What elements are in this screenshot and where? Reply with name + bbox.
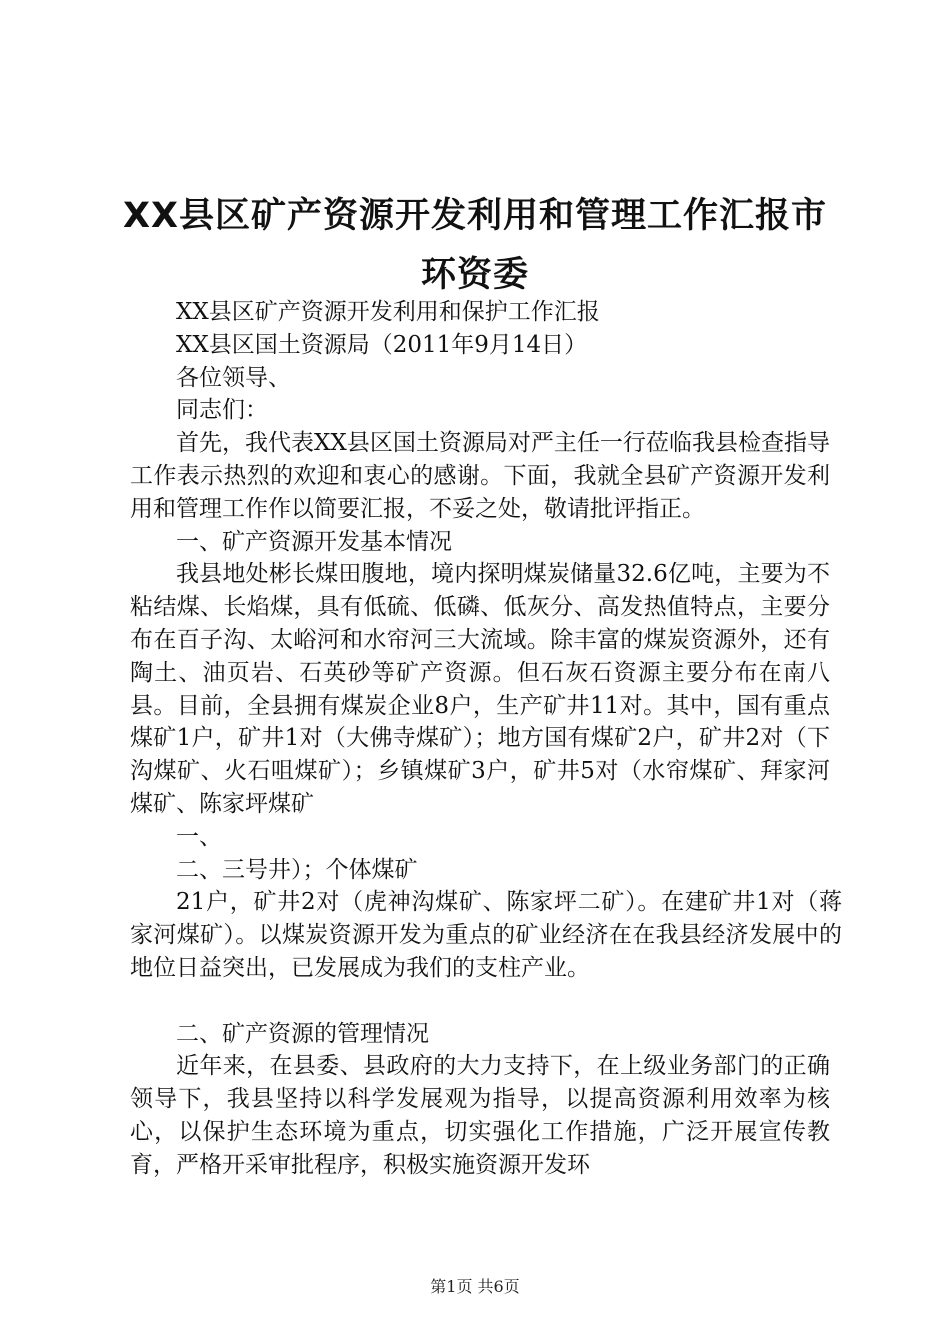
salutation-line-1: 各位领导、: [176, 364, 291, 391]
document-title-line-1: XX县区矿产资源开发利用和管理工作汇报市: [123, 196, 827, 236]
section-1-paragraph: 我县地处彬长煤田腹地，境内探明煤炭储量32.6亿吨，主要为不粘结煤、长焰煤，具有低硫、低磷、低灰分、高发热值特点，主要分布在百子沟、太峪河和水帘河三大流域。除丰富的煤炭资源外，还有陶土、油页岩、石英砂等矿产资源。但石灰石资源主要分布在南八县。目前，全县拥有煤炭企业8户，生产矿井11对。其中，国有重点煤矿1户，矿井1对（大佛寺煤矿）；地方国有煤矿2户，矿井2对（下沟煤矿、火石咀煤矿）；乡镇煤矿3户，矿井5对（水帘煤矿、拜家河煤矿、陈家坪煤矿: [130, 561, 830, 817]
section-heading-1: 一、矿产资源开发基本情况: [176, 528, 452, 555]
salutation-line-2: 同志们：: [176, 397, 268, 424]
opening-paragraph: 首先，我代表XX县区国土资源局对严主任一行莅临我县检查指导工作表示热烈的欢迎和衷心的感谢。下面，我就全县矿产资源开发利用和管理工作作以简要汇报，不妥之处，敬请批评指正。: [130, 430, 830, 522]
section-2-paragraph: 近年来，在县委、县政府的大力支持下，在上级业务部门的正确领导下，我县坚持以科学发展观为指导，以提高资源利用效率为核心，以保护生态环境为重点，切实强化工作措施，广泛开展宣传教育，严格开采审批程序，积极实施资源开发环: [130, 1053, 830, 1178]
paragraph-gap: [130, 985, 830, 1018]
report-issuer-date: XX县区国土资源局（2011年9月14日）: [176, 331, 588, 358]
section-1-continuation: 21户，矿井2对（虎神沟煤矿、陈家坪二矿）。在建矿井1对（蒋家河煤矿）。以煤炭资源开发为重点的矿业经济在在我县经济发展中的地位日益突出，已发展成为我们的支柱产业。: [130, 889, 842, 981]
report-subtitle: XX县区矿产资源开发利用和保护工作汇报: [176, 299, 600, 325]
page-footer: 第1页 共6页: [430, 1277, 520, 1296]
document-body: [130, 296, 842, 1182]
section-heading-2: 二、矿产资源的管理情况: [176, 1020, 429, 1047]
document-title-line-2: 环资委: [420, 255, 529, 295]
list-fragment-1: 一、: [176, 823, 222, 850]
list-fragment-2: 二、三号井）；个体煤矿: [176, 856, 418, 883]
